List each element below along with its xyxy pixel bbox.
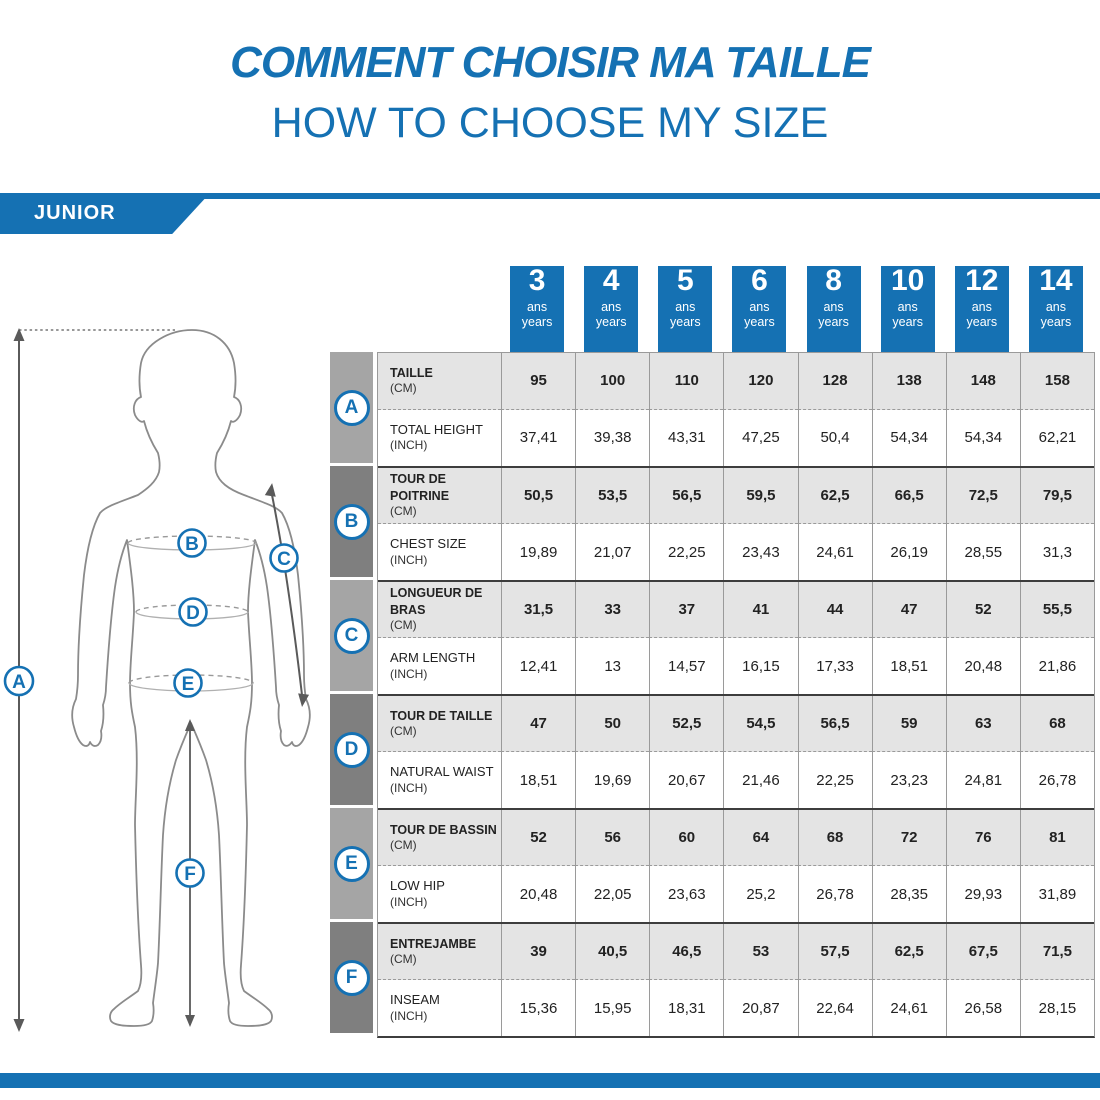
- letter-badge-B: B: [334, 504, 370, 540]
- inch-value: 17,33: [798, 638, 872, 694]
- cm-value: 62,5: [872, 924, 946, 980]
- letter-block-E: [330, 808, 373, 919]
- inch-value: 54,34: [946, 410, 1020, 467]
- label-en: NATURAL WAIST: [390, 763, 494, 779]
- size-header-box-12: [955, 266, 1009, 353]
- cm-value: 37: [649, 582, 723, 638]
- bottom-accent-bar: [0, 1073, 1100, 1088]
- inch-value: 22,25: [649, 524, 723, 580]
- inch-value: 19,69: [575, 752, 649, 808]
- marker-F: [177, 860, 204, 887]
- measure-block-F: [378, 922, 1094, 1036]
- label-fr: TOUR DE POITRINE: [390, 472, 450, 503]
- label-en: CHEST SIZE: [390, 535, 467, 551]
- size-age: 12: [965, 264, 999, 297]
- size-unit-en: years: [670, 314, 701, 329]
- label-fr: TOUR DE TAILLE: [390, 708, 493, 723]
- size-header-slot: [1029, 258, 1083, 353]
- inch-value: 26,78: [1020, 752, 1094, 808]
- size-unit-fr: ans: [897, 299, 918, 314]
- inch-value: 37,41: [501, 410, 575, 467]
- size-header-slot: [807, 258, 861, 353]
- row-label-en-D: [378, 752, 501, 808]
- inch-value: 31,3: [1020, 524, 1094, 580]
- inch-value: 22,05: [575, 866, 649, 922]
- cm-value: 40,5: [575, 924, 649, 980]
- marker-D: [180, 599, 207, 626]
- cm-value: 63: [946, 696, 1020, 752]
- size-age: 6: [751, 264, 768, 297]
- size-age: 3: [528, 264, 546, 297]
- inch-value: 28,15: [1020, 980, 1094, 1036]
- label-unit-cm: (CM): [390, 837, 417, 852]
- cm-value: 41: [723, 582, 797, 638]
- cm-value: 67,5: [946, 924, 1020, 980]
- inch-value: 23,23: [872, 752, 946, 808]
- label-unit-inch: (INCH): [390, 1008, 428, 1023]
- size-header-slot: [881, 258, 935, 353]
- cm-value: 39: [501, 924, 575, 980]
- measure-block-D: [378, 694, 1094, 808]
- category-label: JUNIOR: [34, 202, 116, 224]
- cm-value: 76: [946, 810, 1020, 866]
- row-label-en-C: [378, 638, 501, 694]
- size-age: 5: [676, 264, 694, 297]
- row-label-fr-B: [378, 468, 501, 524]
- label-unit-inch: (INCH): [390, 438, 428, 453]
- svg-text:D: D: [186, 603, 200, 624]
- cm-value: 95: [501, 353, 575, 410]
- cm-value: 128: [798, 353, 872, 410]
- size-unit-en: years: [744, 314, 775, 329]
- size-header-box-5: [658, 266, 712, 353]
- cm-value: 59,5: [723, 468, 797, 524]
- size-unit-en: years: [818, 314, 849, 329]
- inch-value: 26,78: [798, 866, 872, 922]
- cm-value: 120: [723, 353, 797, 410]
- label-fr: LONGUEUR DE BRAS: [390, 586, 483, 617]
- letter-badge-E: E: [334, 846, 370, 882]
- svg-text:F: F: [184, 864, 196, 885]
- row-label-fr-D: [378, 696, 501, 752]
- cm-value: 68: [1020, 696, 1094, 752]
- cm-value: 62,5: [798, 468, 872, 524]
- inch-value: 22,64: [798, 980, 872, 1036]
- measure-block-C: [378, 580, 1094, 694]
- label-unit-cm: (CM): [390, 381, 417, 396]
- cm-value: 52,5: [649, 696, 723, 752]
- cm-value: 100: [575, 353, 649, 410]
- size-unit-fr: ans: [1045, 299, 1067, 314]
- inch-value: 12,41: [501, 638, 575, 694]
- inch-value: 18,51: [501, 752, 575, 808]
- size-header-slot: [584, 258, 638, 353]
- label-fr: TOUR DE BASSIN: [390, 822, 497, 837]
- cm-value: 53: [723, 924, 797, 980]
- marker-E: [175, 670, 202, 697]
- size-unit-en: years: [1040, 314, 1072, 329]
- cm-value: 55,5: [1020, 582, 1094, 638]
- inch-value: 47,25: [723, 410, 797, 467]
- inch-value: 14,57: [649, 638, 723, 694]
- inch-value: 20,87: [723, 980, 797, 1036]
- size-header-slot: [955, 258, 1009, 353]
- label-en: LOW HIP: [390, 877, 445, 893]
- size-age: 10: [891, 264, 925, 297]
- cm-value: 68: [798, 810, 872, 866]
- row-label-fr-C: [378, 582, 501, 638]
- size-header-box-4: [584, 266, 638, 353]
- cm-value: 66,5: [872, 468, 946, 524]
- label-unit-inch: (INCH): [390, 666, 428, 681]
- inch-value: 54,34: [872, 410, 946, 467]
- svg-text:B: B: [185, 534, 199, 555]
- marker-A: [5, 667, 33, 695]
- inch-value: 23,63: [649, 866, 723, 922]
- letter-badge-F: F: [334, 960, 370, 996]
- letter-badge-C: C: [334, 618, 370, 654]
- marker-C: [271, 545, 298, 572]
- measure-block-E: [378, 808, 1094, 922]
- measure-block-A: [378, 352, 1094, 466]
- inch-value: 20,48: [946, 638, 1020, 694]
- label-fr: TAILLE: [390, 365, 433, 380]
- size-header-box-6: [732, 266, 786, 353]
- cm-value: 72,5: [946, 468, 1020, 524]
- page-title-french: COMMENT CHOISIR MA TAILLE: [230, 38, 870, 87]
- row-label-fr-E: [378, 810, 501, 866]
- row-label-fr-A: [378, 353, 501, 410]
- size-age: 4: [602, 264, 620, 297]
- letter-badge-A: A: [334, 390, 370, 426]
- inch-value: 21,46: [723, 752, 797, 808]
- cm-value: 71,5: [1020, 924, 1094, 980]
- label-en: ARM LENGTH: [390, 649, 476, 665]
- inch-value: 20,48: [501, 866, 575, 922]
- cm-value: 57,5: [798, 924, 872, 980]
- size-table: [377, 352, 1095, 1038]
- cm-value: 33: [575, 582, 649, 638]
- inch-value: 24,61: [798, 524, 872, 580]
- cm-value: 72: [872, 810, 946, 866]
- inch-value: 43,31: [649, 410, 723, 467]
- svg-text:C: C: [277, 549, 291, 570]
- label-unit-inch: (INCH): [390, 552, 428, 567]
- inch-value: 28,55: [946, 524, 1020, 580]
- row-label-fr-F: [378, 924, 501, 980]
- letter-block-A: [330, 352, 373, 463]
- inch-value: 21,86: [1020, 638, 1094, 694]
- letter-badge-D: D: [334, 732, 370, 768]
- cm-value: 81: [1020, 810, 1094, 866]
- cm-value: 138: [872, 353, 946, 410]
- arm-length-arrow: [265, 482, 309, 707]
- cm-value: 47: [872, 582, 946, 638]
- size-header-slot: [658, 258, 712, 353]
- cm-value: 54,5: [723, 696, 797, 752]
- inch-value: 23,43: [723, 524, 797, 580]
- cm-value: 64: [723, 810, 797, 866]
- letter-block-D: [330, 694, 373, 805]
- inch-value: 20,67: [649, 752, 723, 808]
- label-fr: ENTREJAMBE: [390, 936, 477, 951]
- body-measurement-diagram: [0, 315, 330, 1055]
- letter-block-C: [330, 580, 373, 691]
- page-title-english: HOW TO CHOOSE MY SIZE: [271, 99, 829, 147]
- cm-value: 60: [649, 810, 723, 866]
- cm-value: 44: [798, 582, 872, 638]
- cm-value: 148: [946, 353, 1020, 410]
- inch-value: 28,35: [872, 866, 946, 922]
- size-unit-fr: ans: [526, 299, 548, 314]
- measure-block-B: [378, 466, 1094, 580]
- cm-value: 50: [575, 696, 649, 752]
- cm-value: 46,5: [649, 924, 723, 980]
- measure-letter-column: [330, 352, 373, 1036]
- size-unit-en: years: [521, 314, 553, 329]
- size-header-slot: [510, 258, 564, 353]
- inch-value: 24,81: [946, 752, 1020, 808]
- cm-value: 56,5: [798, 696, 872, 752]
- label-unit-cm: (CM): [390, 951, 417, 966]
- row-label-en-E: [378, 866, 501, 922]
- size-header-slot: [732, 258, 786, 353]
- inch-value: 19,89: [501, 524, 575, 580]
- inch-value: 39,38: [575, 410, 649, 467]
- cm-value: 59: [872, 696, 946, 752]
- size-age: 14: [1039, 264, 1073, 297]
- size-header-box-8: [807, 266, 861, 353]
- label-en: INSEAM: [390, 991, 440, 1007]
- size-unit-fr: ans: [601, 299, 622, 314]
- inch-value: 29,93: [946, 866, 1020, 922]
- inch-value: 25,2: [723, 866, 797, 922]
- inch-value: 24,61: [872, 980, 946, 1036]
- letter-block-F: [330, 922, 373, 1033]
- inch-value: 50,4: [798, 410, 872, 467]
- inch-value: 21,07: [575, 524, 649, 580]
- size-unit-fr: ans: [675, 299, 696, 314]
- row-label-en-B: [378, 524, 501, 580]
- cm-value: 56,5: [649, 468, 723, 524]
- svg-text:A: A: [12, 672, 26, 693]
- size-header-box-14: [1029, 266, 1083, 353]
- row-label-en-A: [378, 410, 501, 467]
- label-unit-inch: (INCH): [390, 894, 428, 909]
- size-header-box-3: [510, 266, 564, 353]
- cm-value: 52: [946, 582, 1020, 638]
- cm-value: 56: [575, 810, 649, 866]
- cm-value: 50,5: [501, 468, 575, 524]
- label-unit-inch: (INCH): [390, 780, 428, 795]
- size-unit-fr: ans: [749, 299, 770, 314]
- inch-value: 18,31: [649, 980, 723, 1036]
- cm-value: 52: [501, 810, 575, 866]
- size-unit-en: years: [595, 314, 627, 329]
- inch-value: 18,51: [872, 638, 946, 694]
- inch-value: 16,15: [723, 638, 797, 694]
- cm-value: 158: [1020, 353, 1094, 410]
- size-header-row: [500, 258, 1093, 345]
- inch-value: 26,58: [946, 980, 1020, 1036]
- inch-value: 62,21: [1020, 410, 1094, 467]
- label-unit-cm: (CM): [390, 723, 417, 738]
- cm-value: 53,5: [575, 468, 649, 524]
- label-en: TOTAL HEIGHT: [390, 421, 483, 437]
- inch-value: 15,95: [575, 980, 649, 1036]
- inch-value: 15,36: [501, 980, 575, 1036]
- cm-value: 110: [649, 353, 723, 410]
- marker-B: [179, 530, 206, 557]
- inch-value: 13: [575, 638, 649, 694]
- size-header-box-10: [881, 266, 935, 353]
- inch-value: 31,89: [1020, 866, 1094, 922]
- cm-value: 31,5: [501, 582, 575, 638]
- size-age: 8: [825, 264, 842, 297]
- size-unit-fr: ans: [971, 299, 992, 314]
- label-unit-cm: (CM): [390, 503, 417, 518]
- svg-text:E: E: [181, 674, 195, 695]
- row-label-en-F: [378, 980, 501, 1036]
- size-unit-en: years: [892, 314, 923, 329]
- inch-value: 22,25: [798, 752, 872, 808]
- cm-value: 79,5: [1020, 468, 1094, 524]
- cm-value: 47: [501, 696, 575, 752]
- letter-block-B: [330, 466, 373, 577]
- size-unit-fr: ans: [823, 299, 844, 314]
- label-unit-cm: (CM): [390, 617, 417, 632]
- size-unit-en: years: [966, 314, 998, 329]
- inch-value: 26,19: [872, 524, 946, 580]
